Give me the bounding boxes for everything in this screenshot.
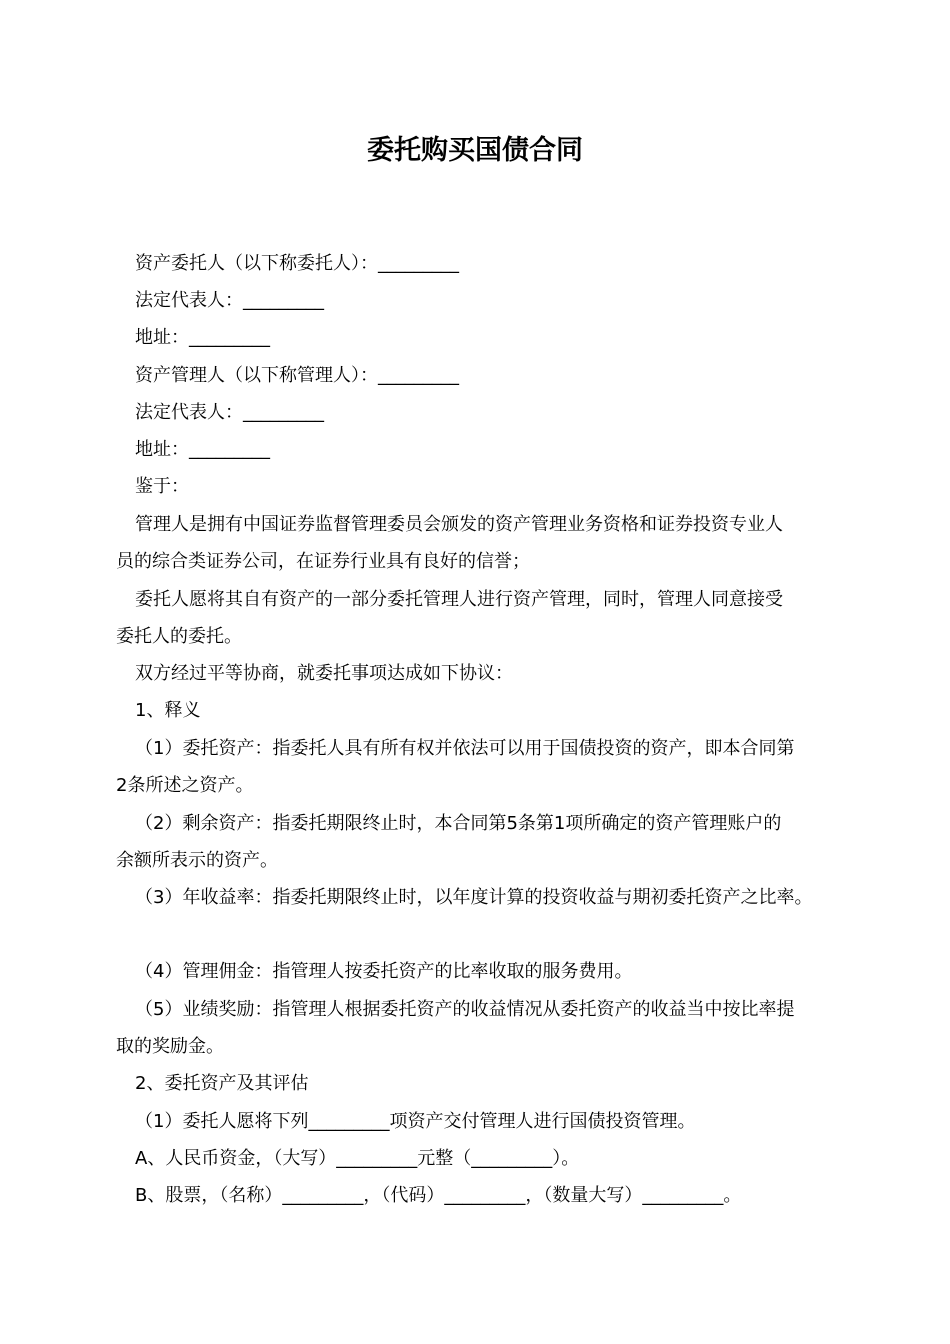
clause-line: A、人民币资金，（大写）_________元整（_________）。 <box>135 1148 580 1169</box>
definition-line: （5）业绩奖励：指管理人根据委托资产的收益情况从委托资产的收益当中按比率提 <box>135 999 795 1020</box>
definition-line: 2条所述之资产。 <box>116 775 254 796</box>
clause-line: B、股票，（名称）_________，（代码）_________，（数量大写）_________。 <box>135 1185 742 1206</box>
section-heading: 2、委托资产及其评估 <box>135 1073 309 1094</box>
clause-line-manager: 资产管理人（以下称管理人）：_________ <box>135 365 459 386</box>
clause-line-manager-rep: 法定代表人：_________ <box>135 402 324 423</box>
clause-line-manager-address: 地址：_________ <box>135 439 270 460</box>
clause-line-entrustor-address: 地址：_________ <box>135 327 270 348</box>
definition-line: （1）委托资产：指委托人具有所有权并依法可以用于国债投资的资产，即本合同第 <box>135 738 795 759</box>
definition-line: （2）剩余资产：指委托期限终止时，本合同第5条第1项所确定的资产管理账户的 <box>135 813 782 834</box>
document-title: 委托购买国债合同 <box>367 135 583 166</box>
clause-line: （1）委托人愿将下列_________项资产交付管理人进行国债投资管理。 <box>135 1111 696 1132</box>
section-heading: 1、释义 <box>135 700 201 721</box>
paragraph-line: 管理人是拥有中国证券监督管理委员会颁发的资产管理业务资格和证券投资专业人 <box>135 514 783 535</box>
definition-line: 余额所表示的资产。 <box>116 850 278 871</box>
paragraph-line: 委托人的委托。 <box>116 626 242 647</box>
paragraph-line: 双方经过平等协商，就委托事项达成如下协议： <box>135 663 513 684</box>
clause-line-whereas: 鉴于： <box>135 476 189 497</box>
paragraph-line: 委托人愿将其自有资产的一部分委托管理人进行资产管理，同时，管理人同意接受 <box>135 589 783 610</box>
definition-line: （4）管理佣金：指管理人按委托资产的比率收取的服务费用。 <box>135 961 633 982</box>
paragraph-line: 员的综合类证券公司，在证券行业具有良好的信誉； <box>116 551 530 572</box>
definition-line: 取的奖励金。 <box>116 1036 224 1057</box>
definition-line: （3）年收益率：指委托期限终止时，以年度计算的投资收益与期初委托资产之比率。 <box>135 887 813 908</box>
clause-line-entrustor: 资产委托人（以下称委托人）：_________ <box>135 253 459 274</box>
clause-line-entrustor-rep: 法定代表人：_________ <box>135 290 324 311</box>
